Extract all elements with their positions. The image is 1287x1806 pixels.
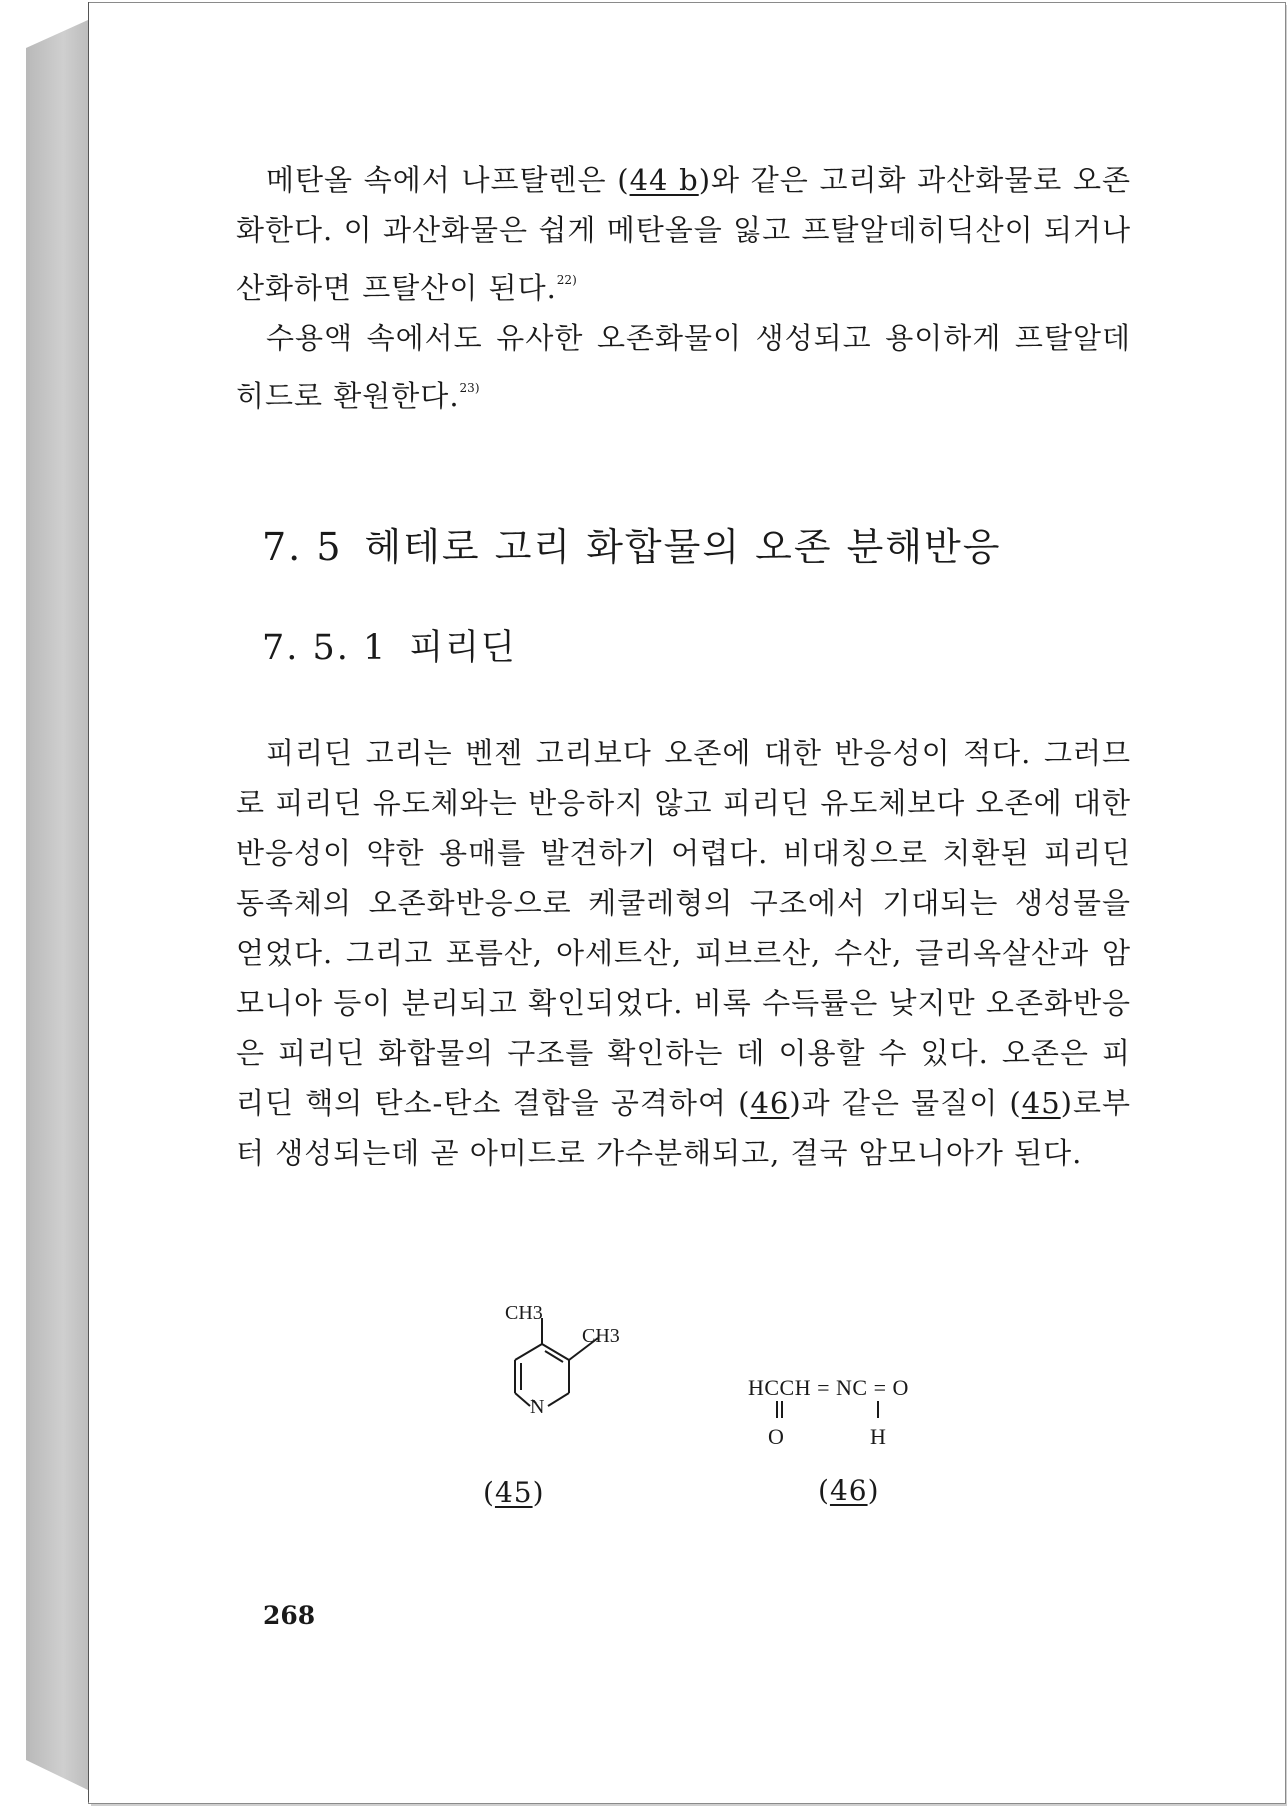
section-title: 헤테로 고리 화합물의 오존 분해반응: [364, 525, 1002, 569]
compound-46-label-open: (: [818, 1474, 830, 1507]
page-edge: [88, 2, 89, 1802]
paragraph-3-text-a: 피리딘 고리는 벤젠 고리보다 오존에 대한 반응성이 적다. 그러므로 피리딘 유도체와는 반응하지 않고 피리딘 유도체보다 오존에 대한 반응성이 약한 용매를 발견하기 어렵다. 비대칭으로 치환된 피리딘 동족체의 오존화반응으로 케쿨레형의 구조에서 기대되는 생성물을 얻었다. 그리고 포름산, 아세트산, 피브르산, 수산, 글리옥살산과 암모니아 등이 분리되고 확인되었다. 비록 수득률은 낮지만 오존화반응은 피리딘 화합물의 구조를 확인하는 데 이용할 수 있다. 오존은 피리딘 핵의 탄소-탄소 결합을 공격하여 (: [236, 736, 1131, 1120]
section-heading: [262, 516, 1001, 571]
paragraph-naphthalene: [236, 155, 1131, 313]
paragraph-3-text-b: )과 같은 물질이 (: [789, 1086, 1022, 1120]
nh-hydrogen-label: H: [870, 1424, 886, 1449]
compound-45-label-close: ): [532, 1476, 545, 1509]
book-spine: [26, 20, 88, 1790]
carbonyl-oxygen-label: O: [768, 1424, 784, 1449]
compound-46-number: 46: [829, 1474, 868, 1507]
compound-46-formula: HCCH = NC = O: [748, 1375, 909, 1400]
ch3-top-label: CH3: [505, 1302, 543, 1324]
subsection-heading: [262, 620, 517, 670]
compound-46-label: [818, 1474, 880, 1507]
footnote-22: 22): [556, 273, 577, 287]
intro-text: [236, 155, 1131, 421]
pyridine-text: [236, 728, 1131, 1178]
ch3-right-label: CH3: [582, 1325, 620, 1347]
compound-45-label-open: (: [483, 1476, 495, 1509]
paragraph-pyridine: [236, 728, 1131, 1178]
compound-45-structure: [460, 1300, 680, 1460]
ref-45: 45: [1021, 1086, 1061, 1120]
paragraph-2-text: 수용액 속에서도 유사한 오존화물이 생성되고 용이하게 프탈알데히드로 환원한다.: [236, 321, 1131, 413]
nitrogen-label: N: [530, 1396, 545, 1418]
footnote-23: 23): [459, 381, 480, 395]
ref-44b: 44 b: [629, 163, 699, 197]
ref-46: 46: [750, 1086, 790, 1120]
compound-46-label-close: ): [867, 1474, 880, 1507]
page-number: 268: [263, 1601, 316, 1630]
subsection-title: 피리딘: [409, 628, 517, 668]
paragraph-1-before: 메탄올 속에서 나프탈렌은 (: [266, 163, 630, 197]
paragraph-3-text-c: )로부터 생성되는데 곧 아미드로 가수분해되고, 결국 암모니아가 된다.: [236, 1086, 1131, 1170]
paragraph-aqueous: [236, 313, 1131, 421]
compound-45-number: 45: [494, 1476, 533, 1509]
paragraph-1-after: )와 같은 고리화 과산화물로 오존화한다. 이 과산화물은 쉽게 메탄올을 잃고 프탈알데히딕산이 되거나 산화하면 프탈산이 된다.: [236, 163, 1132, 305]
compound-45-label: [483, 1476, 545, 1509]
subsection-number: 7. 5. 1: [262, 628, 388, 668]
section-number: 7. 5: [262, 525, 343, 569]
